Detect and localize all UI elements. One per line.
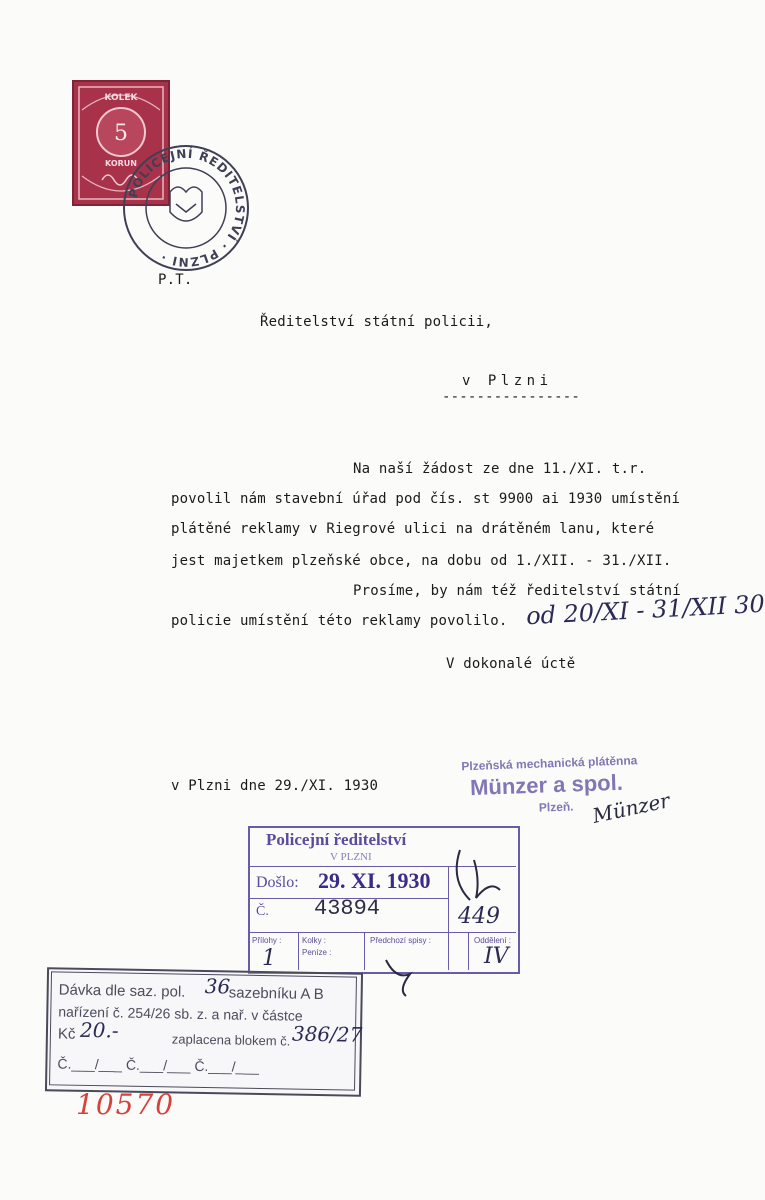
fee-line4: Č.___/___ Č.___/___ Č.___/___ xyxy=(57,1055,260,1075)
company-stamp-line2: Münzer a spol. xyxy=(469,769,624,801)
received-date: 29. XI. 1930 xyxy=(318,868,431,893)
kolek-top-text: KOLEK xyxy=(104,93,138,103)
fee-line1: Dávka dle saz. pol. xyxy=(58,981,186,1001)
hand-pril: 1 xyxy=(262,946,276,971)
hand-oddeleni: IV xyxy=(484,944,509,969)
fee-line2: nařízení č. 254/26 sb. z. a nař. v částce xyxy=(58,1003,303,1024)
handwritten-date-note: od 20/XI - 31/XII 30 xyxy=(525,589,765,631)
closing: V dokonalé úctě xyxy=(446,656,576,672)
col-predchozi-label: Předchozí spisy : xyxy=(370,936,431,945)
body-line-6: policie umístění této reklamy povolilo. xyxy=(171,613,508,629)
police-round-seal xyxy=(120,142,252,274)
handwritten-check-icon xyxy=(376,940,436,1000)
company-signature: Münzer xyxy=(590,788,672,828)
fee-stamp xyxy=(45,967,363,1096)
body-line-2: povolil nám stavební úřad pod čís. st 9900 ai 1930 umístění xyxy=(171,491,681,507)
addressee: Ředitelství státní policii, xyxy=(260,314,493,330)
number-prefix: Č. xyxy=(256,904,269,919)
handwritten-mark-icon xyxy=(440,840,530,910)
registry-number: 43894 xyxy=(314,896,381,921)
fee-line1b: sazebníku A B xyxy=(228,984,324,1004)
place-underline: ---------------- xyxy=(442,389,581,405)
fee-kc-label: Kč xyxy=(57,1025,76,1043)
col-oddeleni-label: Oddělení : xyxy=(474,936,511,945)
col-kolky-label: Kolky : xyxy=(302,936,327,945)
kolek-value: 5 xyxy=(114,121,128,146)
archive-number: 10570 xyxy=(76,1088,176,1121)
fee-line3-mid: zaplacena blokem č. xyxy=(171,1031,291,1049)
fee-kc-value: 20.- xyxy=(79,1017,119,1043)
place: v Plzni xyxy=(462,373,553,389)
handwritten-449: 449 xyxy=(458,904,500,929)
company-stamp-line1: Plzeňská mechanická plátěnna xyxy=(461,753,638,774)
kolek-bottom-text: KORUN xyxy=(105,159,137,168)
body-line-4: jest majetkem plzeňské obce, na dobu od 1./XII. - 31./XII. xyxy=(171,553,672,569)
company-stamp-line3: Plzeň. xyxy=(538,799,574,815)
col-pril-label: Přílohy : xyxy=(252,936,282,945)
date-line: v Plzni dne 29./XI. 1930 xyxy=(171,778,379,794)
body-line-1: Na naší žádost ze dne 11./XI. t.r. xyxy=(353,461,647,477)
received-label: Došlo: xyxy=(256,874,299,891)
police-stamp-subtitle: V PLZNI xyxy=(330,851,372,863)
fee-pol-value: 36 xyxy=(204,974,231,999)
seal-text: POLICEJNÍ ŘEDITELSTVÍ · PLZNI · xyxy=(126,146,248,270)
body-line-5: Prosíme, by nám též ředitelství státní xyxy=(353,583,681,599)
police-stamp-title: Policejní ředitelství xyxy=(266,830,407,849)
fee-block-value: 386/27 xyxy=(291,1021,363,1047)
col-penize-label: Peníze : xyxy=(302,948,332,957)
body-line-3: plátěné reklamy v Riegrové ulici na drátěném lanu, které xyxy=(171,521,655,537)
salutation: P.T. xyxy=(158,272,193,288)
